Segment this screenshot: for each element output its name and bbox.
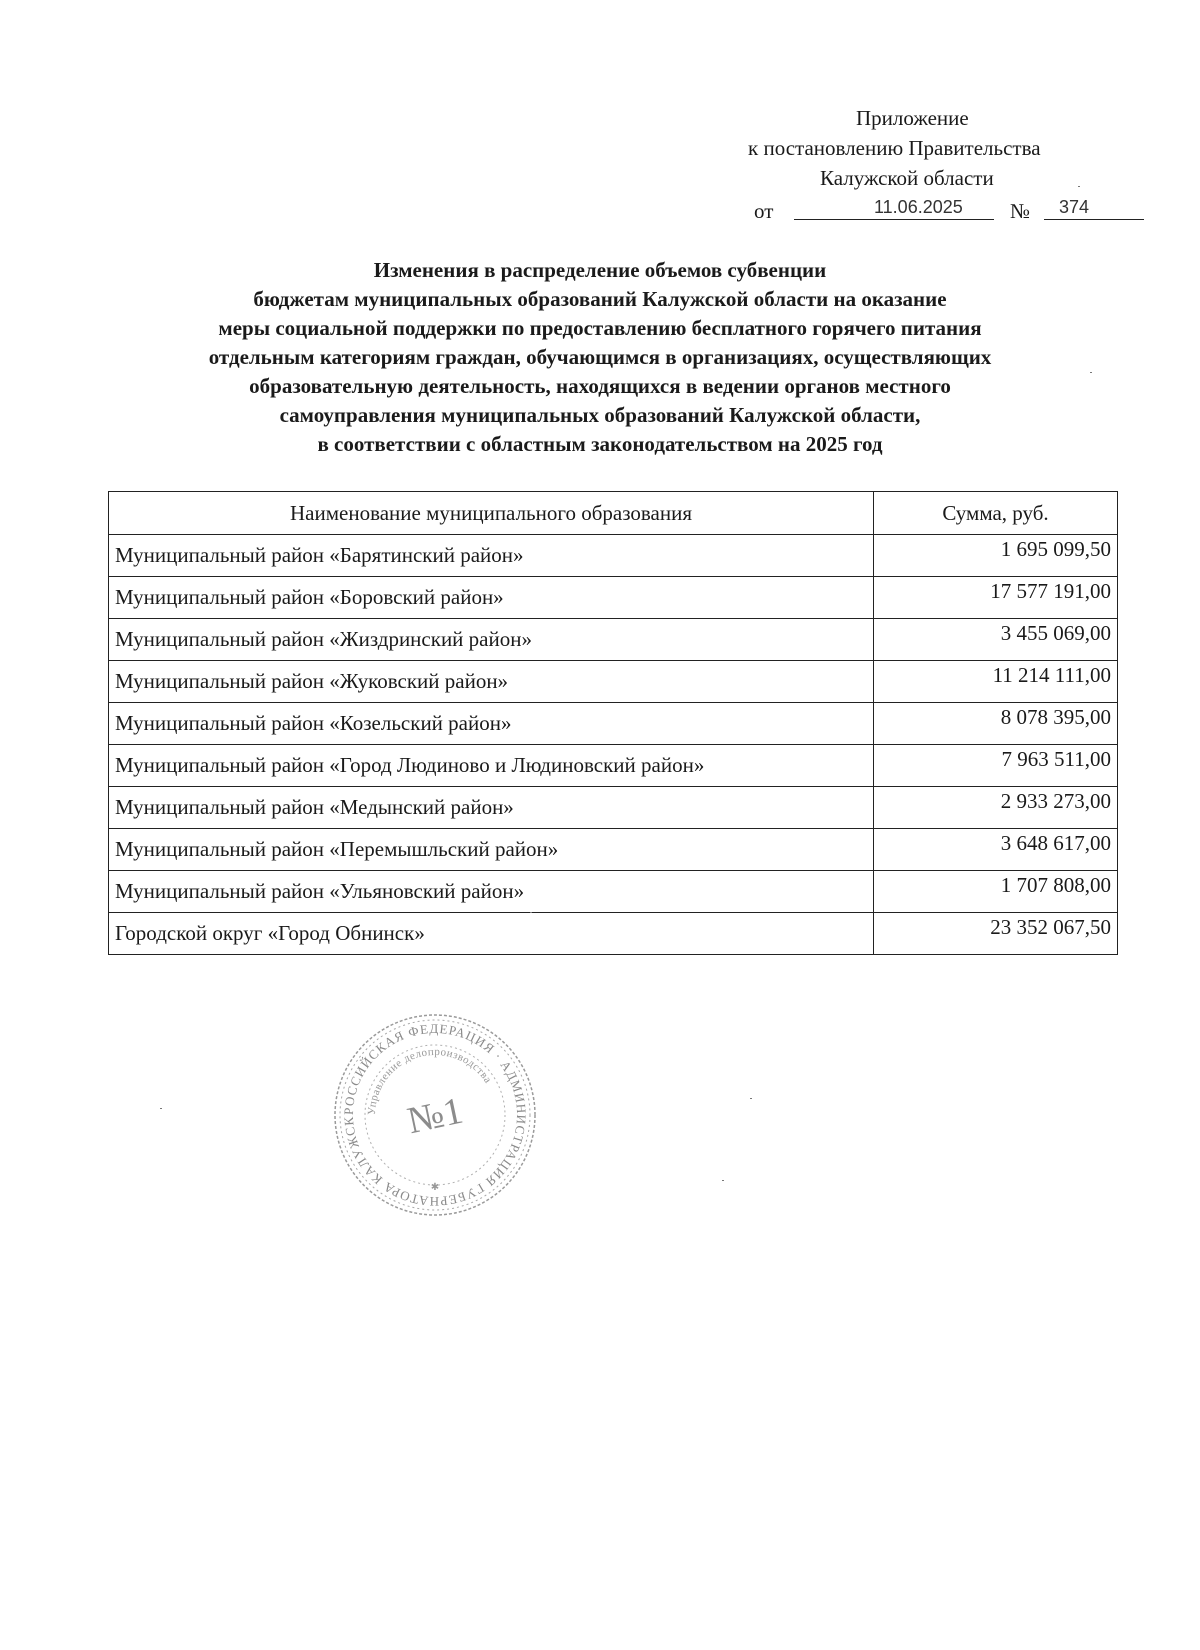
table-row [109,535,1118,577]
municipality-name: Городской округ «Город Обнинск» [109,913,874,955]
amount: 1 707 808,00 [874,871,1118,913]
amount: 23 352 067,50 [874,913,1118,955]
title-line: бюджетам муниципальных образований Калужской области на оказание [253,287,947,311]
stamp-outer-text: РОССИЙСКАЯ ФЕДЕРАЦИЯ · АДМИНИСТРАЦИЯ ГУБЕРНАТОРА КАЛУЖСК [340,1020,530,1210]
number-label: № [1010,199,1031,223]
municipality-name: Муниципальный район «Медынский район» [109,787,874,829]
amount: 11 214 111,00 [874,661,1118,703]
table-header-row [109,492,1118,535]
official-stamp [330,1010,540,1220]
document-title [100,256,1100,459]
table-row [109,577,1118,619]
municipality-name: Муниципальный район «Жиздринский район» [109,619,874,661]
scan-speck [160,1108,162,1109]
amount: 17 577 191,00 [874,577,1118,619]
table-row [109,703,1118,745]
municipality-name: Муниципальный район «Жуковский район» [109,661,874,703]
table-row [109,787,1118,829]
amount: 1 695 099,50 [874,535,1118,577]
table-row [109,871,1118,913]
municipality-name: Муниципальный район «Перемышльский район» [109,829,874,871]
document-date: 11.06.2025 [874,197,963,217]
scan-speck [530,912,532,913]
table-row [109,619,1118,661]
title-line: отдельным категориям граждан, обучающимся в организациях, осуществляющих [208,345,992,369]
header-municipality: Наименование муниципального образования [109,492,874,535]
scan-speck [1090,372,1092,373]
title-line: Изменения в распределение объемов субвенции [373,258,827,282]
header-amount: Сумма, руб. [874,492,1118,535]
title-line: меры социальной поддержки по предоставлению бесплатного горячего питания [218,316,982,340]
stamp-center-text: №1 [403,1089,467,1143]
municipality-name: Муниципальный район «Боровский район» [109,577,874,619]
municipality-name: Муниципальный район «Барятинский район» [109,535,874,577]
amount: 3 455 069,00 [874,619,1118,661]
stamp-inner-text: Управление делопроизводства [365,1045,494,1116]
stamp-seal-icon [330,1010,540,1220]
scan-speck [750,1098,752,1099]
table-row [109,829,1118,871]
municipality-name: Муниципальный район «Козельский район» [109,703,874,745]
scan-speck [722,1180,724,1181]
amount: 8 078 395,00 [874,703,1118,745]
stamp-star-icon: ✱ [430,1182,440,1193]
appendix-date-number-line [754,197,1144,227]
amount: 2 933 273,00 [874,787,1118,829]
municipality-name: Муниципальный район «Город Людиново и Людиновский район» [109,745,874,787]
title-line: самоуправления муниципальных образований Калужской области, [279,403,921,427]
municipality-name: Муниципальный район «Ульяновский район» [109,871,874,913]
document-number: 374 [1059,197,1090,217]
table-row [109,913,1118,955]
title-line: в соответствии с областным законодательством на 2025 год [317,432,883,456]
title-line: образовательную деятельность, находящихся в ведении органов местного [249,374,951,398]
table-row [109,661,1118,703]
amount: 7 963 511,00 [874,745,1118,787]
appendix-region-line: Калужской области [820,166,994,190]
amount: 3 648 617,00 [874,829,1118,871]
table-row [109,745,1118,787]
appendix-resolution-line: к постановлению Правительства [748,136,1041,160]
appendix-label: Приложение [856,106,969,130]
subvention-table [108,491,1118,955]
from-label: от [754,199,774,223]
scan-speck [1078,186,1080,187]
